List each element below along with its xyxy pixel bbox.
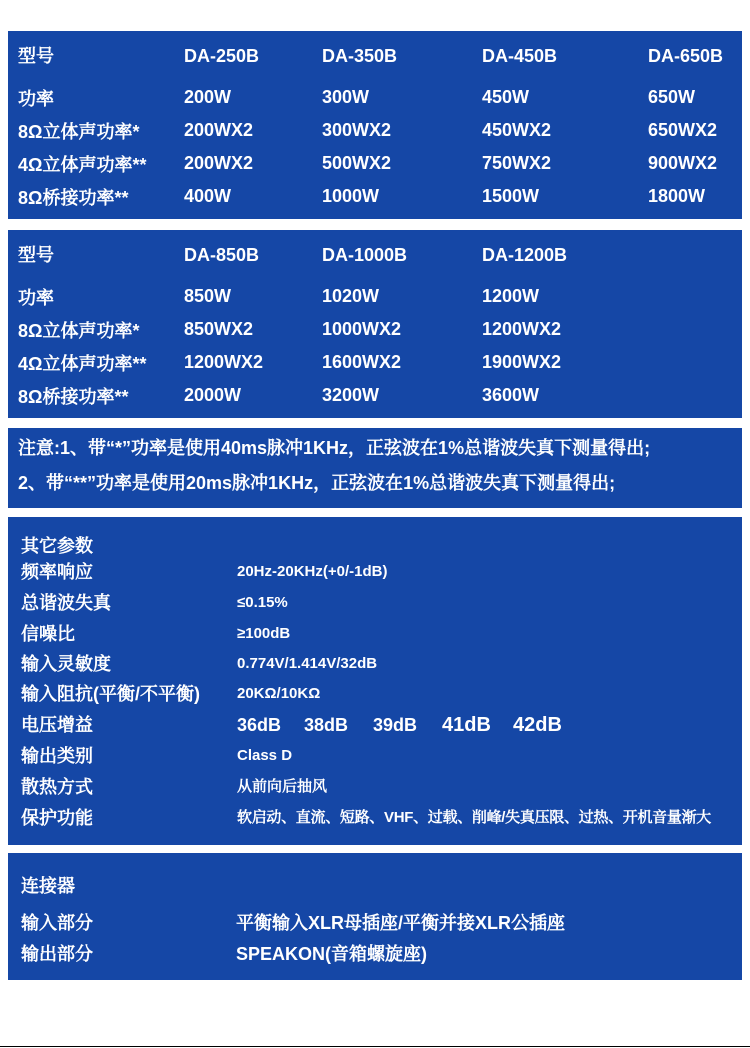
param-value: 20KΩ/10KΩ [237,685,321,702]
table-cell: 1500W [482,186,540,206]
param-name: 信噪比 [21,624,75,644]
table-cell: 1200WX2 [184,352,264,372]
param-name: 电压增益 [21,715,93,735]
section-title: 连接器 [21,876,75,896]
table-cell: 1200W [482,286,540,306]
table-cell: 400W [184,186,232,206]
param-value: 从前向后抽风 [237,778,328,795]
row-label: 功率 [18,288,54,308]
model-name: DA-1200B [482,245,568,265]
table-cell: 1200WX2 [482,319,562,339]
table-cell: 300WX2 [322,120,392,140]
table-cell: 1000WX2 [322,319,402,339]
row-label: 8Ω立体声功率* [18,321,140,341]
spec-table-2 [8,230,742,418]
bottom-divider [0,1046,750,1047]
notes-panel [8,428,742,508]
model-name: DA-650B [648,46,724,66]
header-label: 型号 [18,245,54,265]
model-name: DA-250B [184,46,260,66]
gain-value: 42dB [513,714,562,736]
header-label: 型号 [18,46,54,66]
model-name: DA-350B [322,46,398,66]
table-cell: 200WX2 [184,120,254,140]
table-cell: 450WX2 [482,120,552,140]
param-row [8,773,742,801]
table-cell: 650W [648,87,696,107]
table-cell: 300W [322,87,370,107]
model-name: DA-1000B [322,245,408,265]
table-cell: 1000W [322,186,380,206]
param-row [8,804,742,832]
table-cell: 500WX2 [322,153,392,173]
connector-row [8,909,742,937]
note-line: 2、带“**”功率是使用20ms脉冲1KHz，正弦波在1%总谐波失真下测量得出; [18,473,616,493]
table-cell: 1900WX2 [482,352,562,372]
table-cell: 1800W [648,186,706,206]
gain-value: 41dB [442,714,491,736]
table-cell: 3200W [322,385,380,405]
gain-value: 36dB [237,715,282,735]
param-name: 散热方式 [21,777,93,797]
row-label: 4Ω立体声功率** [18,155,147,175]
connector-value: 平衡输入XLR母插座/平衡并接XLR公插座 [236,913,565,933]
row-label: 4Ω立体声功率** [18,354,147,374]
param-row [8,711,742,739]
table-cell: 850WX2 [184,319,254,339]
param-value: 20Hz-20KHz(+0/-1dB) [237,563,388,580]
table-cell: 850W [184,286,232,306]
table-cell: 200W [184,87,232,107]
table-cell: 3600W [482,385,540,405]
param-value: 0.774V/1.414V/32dB [237,655,378,672]
table-cell: 450W [482,87,530,107]
row-label: 8Ω桥接功率** [18,188,129,208]
param-name: 频率响应 [21,562,93,582]
gain-value: 39dB [373,715,418,735]
connector-name: 输出部分 [21,944,93,964]
row-label: 功率 [18,89,54,109]
connector-name: 输入部分 [21,913,93,933]
param-name: 总谐波失真 [21,593,111,613]
param-name: 输入灵敏度 [21,654,111,674]
section-title: 其它参数 [21,536,93,556]
param-value: ≥100dB [237,625,291,642]
table-cell: 1600WX2 [322,352,402,372]
param-name: 输入阻抗(平衡/不平衡) [21,684,200,704]
param-value: Class D [237,747,293,764]
row-label: 8Ω立体声功率* [18,122,140,142]
model-name: DA-450B [482,46,558,66]
table-cell: 200WX2 [184,153,254,173]
note-line: 注意:1、带“*”功率是使用40ms脉冲1KHz，正弦波在1%总谐波失真下测量得出; [18,438,651,458]
param-row [8,680,742,708]
param-name: 保护功能 [21,808,93,828]
table-cell: 1020W [322,286,380,306]
table-cell: 900WX2 [648,153,718,173]
table-cell: 650WX2 [648,120,718,140]
model-name: DA-850B [184,245,260,265]
row-label: 8Ω桥接功率** [18,387,129,407]
param-value: 软启动、直流、短路、VHF、过载、削峰/失真压限、过热、开机音量渐大 [237,809,711,826]
param-value: ≤0.15% [237,594,288,611]
connectors-panel [8,853,742,980]
connector-row [8,940,742,968]
param-row [8,558,742,586]
other-params-panel [8,517,742,845]
param-row [8,589,742,617]
table-cell: 750WX2 [482,153,552,173]
connector-value: SPEAKON(音箱螺旋座) [236,944,428,964]
spec-table-1 [8,31,742,219]
param-row [8,742,742,770]
param-row [8,650,742,678]
gain-value: 38dB [304,715,349,735]
param-row [8,620,742,648]
param-name: 输出类别 [21,746,93,766]
table-cell: 2000W [184,385,242,405]
